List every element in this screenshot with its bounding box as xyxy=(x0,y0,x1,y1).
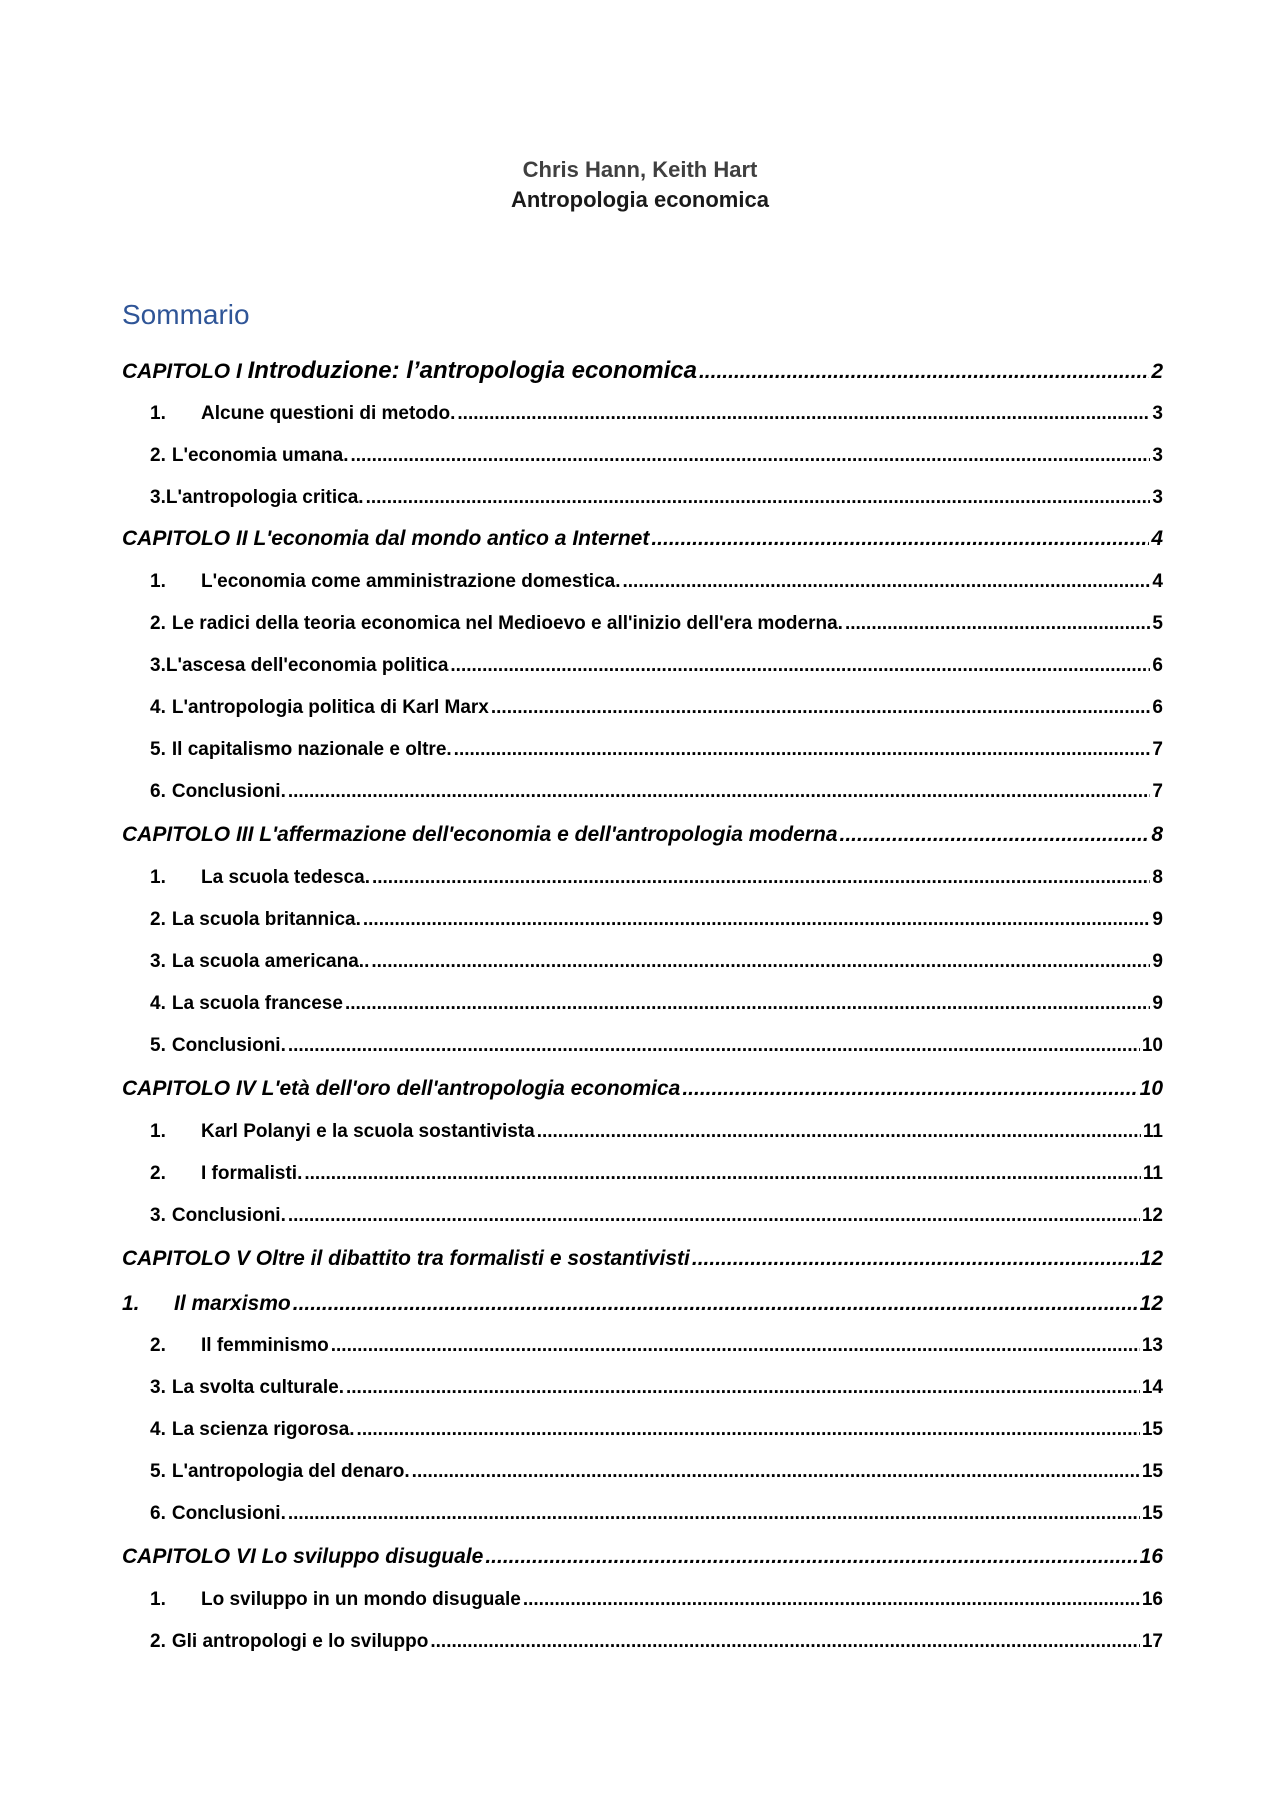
toc-page-number: 3 xyxy=(1152,445,1163,466)
toc-page-number: 11 xyxy=(1142,1163,1163,1184)
dot-leader xyxy=(457,403,1150,425)
toc-chapter-2[interactable] xyxy=(122,527,1163,551)
toc-chapter-title: CAPITOLO V Oltre il dibattito tra formalisti e sostantivisti xyxy=(122,1247,690,1270)
dot-leader xyxy=(331,1335,1140,1357)
toc-section-title: Conclusioni. xyxy=(171,1205,286,1226)
toc-heading: Sommario xyxy=(122,299,250,330)
toc-page-number: 12 xyxy=(1139,1292,1163,1315)
toc-section[interactable] xyxy=(150,1461,1163,1483)
dot-leader xyxy=(346,1377,1140,1399)
toc-section-title: Gli antropologi e lo sviluppo xyxy=(171,1631,429,1652)
toc-section-number: 4. xyxy=(150,1419,166,1440)
toc-section-title: Lo sviluppo in un mondo disuguale xyxy=(201,1589,521,1610)
toc-section-number: 1. xyxy=(150,867,166,888)
toc-section-number: 4. xyxy=(150,697,166,718)
toc-section-title: Il marxismo xyxy=(174,1292,291,1315)
toc-section[interactable] xyxy=(150,1419,1163,1441)
toc-section[interactable] xyxy=(150,1035,1163,1057)
toc-section-number: 1. xyxy=(150,403,166,424)
toc-page-number: 7 xyxy=(1152,781,1163,802)
dot-leader xyxy=(371,951,1150,973)
toc-section[interactable] xyxy=(150,781,1163,803)
toc-page-number: 11 xyxy=(1142,1121,1163,1142)
toc-section-title: Conclusioni. xyxy=(171,1035,286,1056)
toc-section-title: La scuola britannica. xyxy=(171,909,361,930)
toc-section-title: L'antropologia del denaro. xyxy=(171,1461,410,1482)
toc-chapter-3[interactable] xyxy=(122,823,1163,847)
toc-page-number: 16 xyxy=(1139,1545,1163,1568)
toc-section[interactable] xyxy=(150,993,1163,1015)
toc-page-number: 9 xyxy=(1152,951,1163,972)
toc-section-title: La scuola tedesca. xyxy=(201,867,370,888)
dot-leader xyxy=(692,1247,1138,1271)
dot-leader xyxy=(345,993,1150,1015)
toc-page-number: 15 xyxy=(1141,1419,1163,1440)
toc-section[interactable] xyxy=(150,1503,1163,1525)
toc-chapter-1[interactable] xyxy=(122,357,1163,385)
toc-section-number: 1. xyxy=(150,1589,166,1610)
dot-leader xyxy=(304,1163,1141,1185)
toc-section-number: 2. xyxy=(150,445,166,466)
toc-section-number: 3. xyxy=(150,1205,166,1226)
toc-chapter-title: CAPITOLO II L'economia dal mondo antico a Internet xyxy=(122,527,650,550)
toc-section-title: La svolta culturale. xyxy=(171,1377,344,1398)
toc-page-number: 12 xyxy=(1141,1205,1163,1226)
dot-leader xyxy=(288,781,1151,803)
toc-section-number: 3. xyxy=(150,951,166,972)
dot-leader xyxy=(682,1077,1137,1101)
toc-page-number: 16 xyxy=(1141,1589,1163,1610)
toc-section-number: 1. xyxy=(122,1292,140,1315)
dot-leader xyxy=(845,613,1150,635)
toc-section-number: 6. xyxy=(150,781,166,802)
dot-leader xyxy=(840,823,1150,847)
dot-leader xyxy=(651,527,1149,551)
toc-section-number: 2. xyxy=(150,1631,166,1652)
toc-section-title: Alcune questioni di metodo. xyxy=(201,403,456,424)
toc-section-number: 3. xyxy=(150,487,166,508)
toc-page-number: 2 xyxy=(1151,360,1163,383)
toc-page-number: 15 xyxy=(1141,1461,1163,1482)
dot-leader xyxy=(288,1503,1140,1525)
toc-section-title: L'ascesa dell'economia politica xyxy=(165,655,449,676)
toc-section-number: 3. xyxy=(150,1377,166,1398)
toc-section-title: I formalisti. xyxy=(201,1163,303,1184)
toc-section-title: Il femminismo xyxy=(201,1335,329,1356)
toc-page-number: 4 xyxy=(1151,527,1163,550)
toc-page-number: 6 xyxy=(1152,655,1163,676)
toc-section[interactable] xyxy=(150,739,1163,761)
toc-section-title: Karl Polanyi e la scuola sostantivista xyxy=(201,1121,535,1142)
toc-section[interactable] xyxy=(150,1377,1163,1399)
toc-section-title: La scuola americana.. xyxy=(171,951,370,972)
dot-leader xyxy=(622,571,1150,593)
toc-section[interactable] xyxy=(150,1631,1163,1653)
toc-page-number: 6 xyxy=(1152,697,1163,718)
toc-section[interactable] xyxy=(150,1163,1163,1185)
dot-leader xyxy=(699,360,1149,384)
toc-page-number: 10 xyxy=(1139,1077,1163,1100)
toc-chapter-title: CAPITOLO IV L'età dell'oro dell'antropologia economica xyxy=(122,1077,681,1100)
toc-section[interactable] xyxy=(150,445,1163,467)
toc-page-number: 8 xyxy=(1152,867,1163,888)
toc-page-number: 10 xyxy=(1141,1035,1163,1056)
toc-page-number: 17 xyxy=(1141,1631,1163,1652)
toc-section-number: 2. xyxy=(150,1335,166,1356)
toc-page-number: 4 xyxy=(1152,571,1163,592)
dot-leader xyxy=(357,1419,1140,1441)
toc-chapter-4[interactable] xyxy=(122,1077,1163,1101)
dot-leader xyxy=(363,909,1151,931)
toc-chapter-title: CAPITOLO III L'affermazione dell'economia e dell'antropologia moderna xyxy=(122,823,838,846)
toc-page-number: 12 xyxy=(1139,1247,1163,1270)
toc-section[interactable] xyxy=(150,867,1163,889)
toc-section-title: La scienza rigorosa. xyxy=(171,1419,355,1440)
toc-page-number: 15 xyxy=(1141,1503,1163,1524)
toc-page-number: 3 xyxy=(1152,403,1163,424)
toc-section[interactable] xyxy=(150,1335,1163,1357)
toc-section[interactable] xyxy=(150,571,1163,593)
toc-section-number: 1. xyxy=(150,571,166,592)
dot-leader xyxy=(288,1035,1140,1057)
toc-page-number: 7 xyxy=(1152,739,1163,760)
toc-section-title: L'economia umana. xyxy=(171,445,349,466)
toc-section[interactable] xyxy=(150,1121,1163,1143)
toc-section[interactable] xyxy=(150,613,1163,635)
toc-section[interactable] xyxy=(150,951,1163,973)
toc-section-number: 6. xyxy=(150,1503,166,1524)
toc-section-title: Il capitalismo nazionale e oltre. xyxy=(171,739,452,760)
toc-section[interactable] xyxy=(150,909,1163,931)
toc-page-number: 13 xyxy=(1141,1335,1163,1356)
book-authors: Chris Hann, Keith Hart xyxy=(522,157,758,182)
toc-section[interactable] xyxy=(150,697,1163,719)
toc-section-title: L'antropologia critica. xyxy=(165,487,364,508)
toc-chapter-title: Introduzione: l’antropologia economica xyxy=(247,357,697,384)
toc-chapter-5[interactable] xyxy=(122,1247,1163,1271)
toc-section-title: Le radici della teoria economica nel Medioevo e all'inizio dell'era moderna. xyxy=(171,613,843,634)
dot-leader xyxy=(491,697,1151,719)
dot-leader xyxy=(523,1589,1140,1611)
dot-leader xyxy=(288,1205,1140,1227)
toc-section-number: 5. xyxy=(150,1035,166,1056)
dot-leader xyxy=(293,1292,1138,1316)
toc-section-number: 2. xyxy=(150,1163,166,1184)
toc-chapter-title: CAPITOLO VI Lo sviluppo disuguale xyxy=(122,1545,484,1568)
toc-page-number: 8 xyxy=(1151,823,1163,846)
toc-section-number: 5. xyxy=(150,1461,166,1482)
toc-section-number: 1. xyxy=(150,1121,166,1142)
toc-section[interactable] xyxy=(150,655,1163,677)
dot-leader xyxy=(372,867,1150,889)
toc-section-title: La scuola francese xyxy=(171,993,343,1014)
toc-page-number: 3 xyxy=(1152,487,1163,508)
toc-section[interactable] xyxy=(150,1205,1163,1227)
dot-leader xyxy=(430,1631,1140,1653)
toc-section-number: 5. xyxy=(150,739,166,760)
toc-section-title: L'economia come amministrazione domestica. xyxy=(201,571,621,592)
dot-leader xyxy=(366,487,1151,509)
toc-section-number: 2. xyxy=(150,909,166,930)
dot-leader xyxy=(485,1545,1137,1569)
toc-section-title: Conclusioni. xyxy=(171,781,286,802)
dot-leader xyxy=(537,1121,1141,1143)
toc-chapter-6[interactable] xyxy=(122,1545,1163,1569)
toc-section-title: L'antropologia politica di Karl Marx xyxy=(171,697,489,718)
toc-section-number: 4. xyxy=(150,993,166,1014)
toc-section[interactable] xyxy=(150,403,1163,425)
toc-section-number: 3. xyxy=(150,655,166,676)
toc-section-number: 2. xyxy=(150,613,166,634)
toc-page-number: 9 xyxy=(1152,993,1163,1014)
book-title: Antropologia economica xyxy=(511,187,769,212)
toc-page-number: 9 xyxy=(1152,909,1163,930)
toc-section[interactable] xyxy=(150,1589,1163,1611)
toc-section-title: Conclusioni. xyxy=(171,1503,286,1524)
dot-leader xyxy=(454,739,1151,761)
toc-section[interactable] xyxy=(150,487,1163,509)
dot-leader xyxy=(412,1461,1140,1483)
dot-leader xyxy=(450,655,1150,677)
dot-leader xyxy=(350,445,1150,467)
toc-page-number: 5 xyxy=(1152,613,1163,634)
toc-subchapter-marxismo[interactable] xyxy=(122,1292,1163,1316)
toc-chapter-prefix: CAPITOLO I xyxy=(122,360,248,383)
toc-page-number: 14 xyxy=(1141,1377,1163,1398)
